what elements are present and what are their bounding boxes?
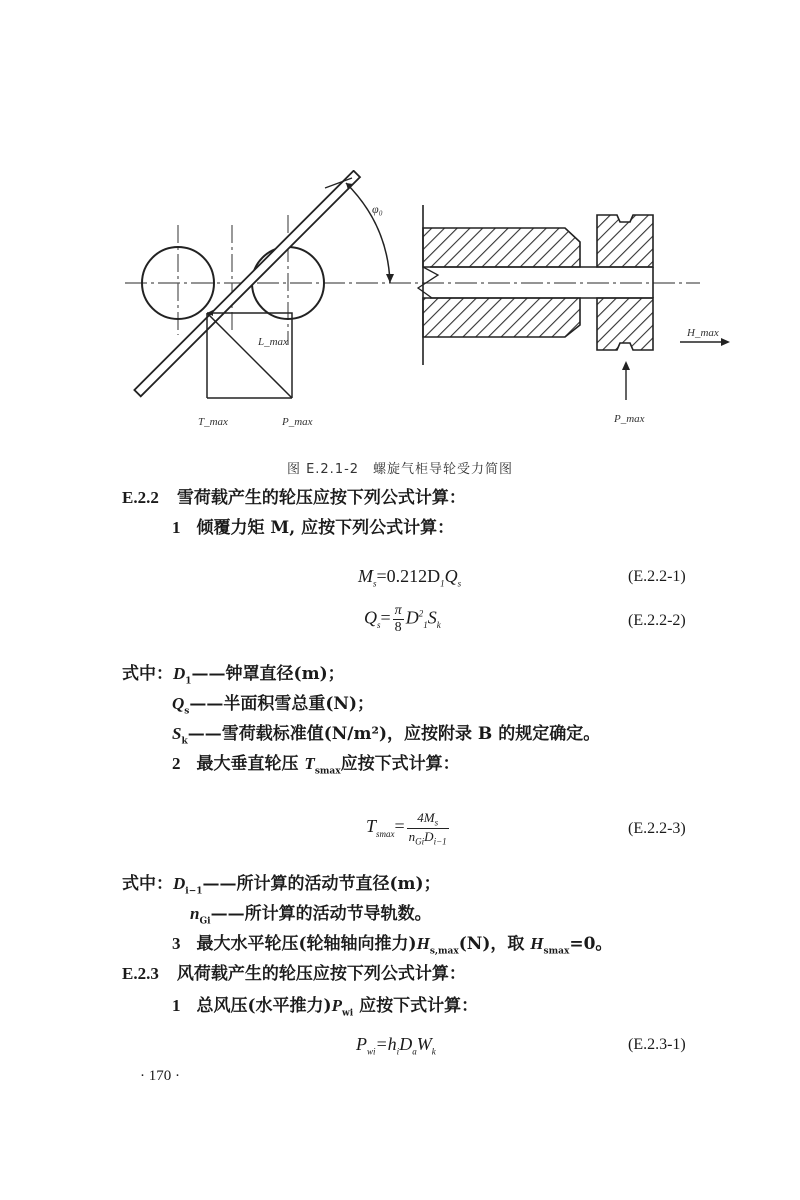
section-e222-heading <box>122 486 466 510</box>
svg-text:P_max: P_max <box>614 413 645 425</box>
equation-number: (E.2.2-1) <box>628 568 686 585</box>
figure-caption: 图 E.2.1-2 螺旋气柜导轮受力简图 <box>286 462 514 477</box>
item-1-overturning-moment: 1 倾覆力矩 M, 应按下列公式计算： <box>172 518 455 538</box>
equation-number: (E.2.3-1) <box>628 1036 686 1053</box>
svg-text:L_max: L_max <box>258 336 288 348</box>
where-item: $S_k——$雪荷载标准值(N/m²)，应按附录 B 的规定确定。 <box>172 724 601 747</box>
item-3-max-horizontal-pressure: 3 最大水平轮压(轮轴轴向推力)$H_{s,max}(N)$，取 $H_{smax}=0$。 <box>172 934 613 957</box>
where-item: $n_{Gi}——$所计算的活动节导轨数。 <box>190 904 432 927</box>
svg-text:P_max: P_max <box>282 416 313 428</box>
item-2-max-vertical-pressure: 2 最大垂直轮压 $T_{smax}$应按下式计算： <box>172 754 460 777</box>
where-item: $Q_s——$半面积雪总重(N)； <box>172 694 374 717</box>
equation-number: (E.2.2-2) <box>628 612 686 629</box>
svg-text:H_max: H_max <box>687 327 719 339</box>
equation-e222-1: $M_s=0.212D_1Q_s$ <box>358 566 462 589</box>
equation-e222-3: $T_{smax}=$ $\frac{4M_s}{n_{Gi}D_{i-1}}$ <box>366 810 447 847</box>
section-number: E.2.2 <box>122 488 159 507</box>
page-number: · 170 · <box>140 1068 180 1084</box>
where-item: 式中：$D_1——$钟罩直径(m)； <box>122 664 345 687</box>
svg-text:T_max: T_max <box>198 416 228 428</box>
equation-number: (E.2.2-3) <box>628 820 686 837</box>
svg-text:φ₀: φ₀ <box>372 202 383 216</box>
item-1-total-wind-pressure: 1 总风压(水平推力)$P_{wi}$ 应按下式计算： <box>172 996 479 1019</box>
diagram-svg <box>120 170 780 440</box>
guide-wheel-force-diagram <box>120 170 780 440</box>
section-e223-heading: E.2.3 风荷载产生的轮压应按下列公式计算： <box>122 964 466 984</box>
equation-e222-2: $Q_s=$ $\frac{\pi}{8}$ $D^2_1S_k$ <box>364 603 441 635</box>
section-title: 雪荷载产生的轮压应按下列公式计算： <box>176 488 466 508</box>
equation-e223-1: $P_{wi}=h_iD_aW_k$ <box>356 1034 436 1057</box>
where-item: 式中：$D_{i-1}——$所计算的活动节直径(m)； <box>122 874 441 897</box>
